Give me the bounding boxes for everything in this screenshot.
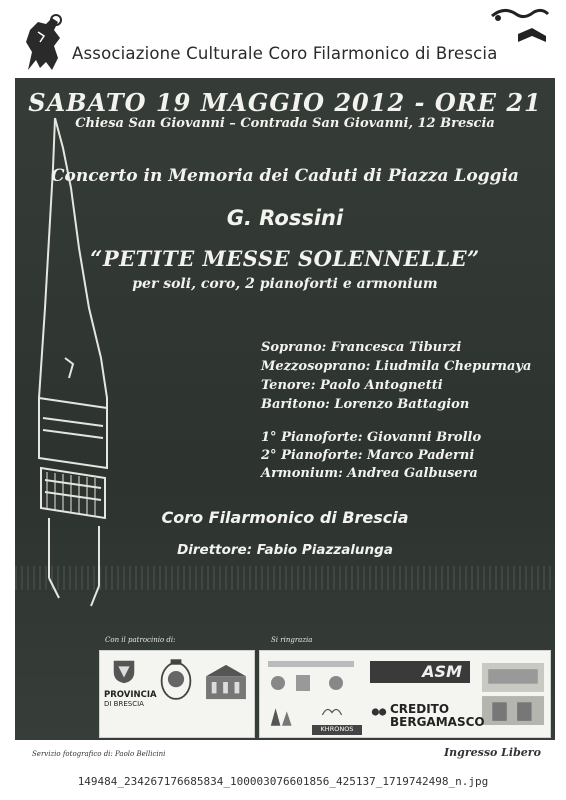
sponsors-section: [15, 626, 555, 740]
hand-logo-icon: [314, 703, 350, 721]
thanks-logos-box: [259, 650, 551, 738]
khronos-logo: KHRONOS: [312, 725, 362, 735]
performer-baritono: Baritono: Lorenzo Battagion: [261, 397, 470, 412]
wine-logo-icon: [266, 705, 298, 729]
image-filename: 149484_234267176685834_100003076601856_425137_1719742498_n.jpg: [77, 775, 489, 788]
association-title: Associazione Culturale Coro Filarmonico di Brescia: [72, 44, 498, 63]
event-date-time: SABATO 19 MAGGIO 2012 - ORE 21: [28, 88, 542, 117]
performer-mezzosoprano: Mezzosoprano: Liudmila Chepurnaya: [261, 359, 532, 374]
credito-bergamasco-mark-icon: [370, 703, 388, 721]
music-note-logo-icon: [488, 6, 552, 48]
thanks-label: Si ringrazia: [271, 636, 313, 644]
provincia-crest-icon: [110, 657, 138, 685]
patronage-label: Con il patrocinio di:: [105, 636, 176, 644]
credito-line2: BERGAMASCO: [390, 715, 485, 729]
venue-photo-icon: [482, 655, 544, 733]
composer-name: G. Rossini: [226, 206, 344, 230]
patronage-logos-box: [99, 650, 255, 738]
event-venue: Chiesa San Giovanni – Contrada San Giovanni, 12 Brescia: [75, 116, 495, 131]
performer-tenore: Tenore: Paolo Antognetti: [261, 378, 443, 393]
instrumentalist-armonium: Armonium: Andrea Galbusera: [261, 466, 478, 481]
asm-logo-text: ASM: [422, 662, 462, 681]
choir-director: Direttore: Fabio Piazzalunga: [177, 542, 393, 558]
performer-soprano: Soprano: Francesca Tiburzi: [261, 340, 462, 355]
provincia-line2: DI BRESCIA: [104, 700, 144, 708]
concert-title: Concerto in Memoria dei Caduti di Piazza Loggia: [51, 166, 519, 186]
credito-line1: CREDITO: [390, 702, 450, 716]
comune-crest-icon: [158, 657, 194, 703]
sponsor-small-logos-icon: [266, 659, 356, 699]
header: [0, 0, 566, 80]
instrumentalist-piano-1: 1° Pianoforte: Giovanni Brollo: [261, 430, 482, 445]
asm-logo: [370, 661, 470, 683]
lion-logo-icon: [18, 12, 66, 74]
photo-credit: Servizio fotografico di: Paolo Bellicini: [32, 750, 166, 758]
choir-name: Coro Filarmonico di Brescia: [161, 508, 409, 527]
instrumentalist-piano-2: 2° Pianoforte: Marco Paderni: [261, 448, 475, 463]
building-emblem-icon: [204, 663, 248, 701]
instrumentation: per soli, coro, 2 pianoforti e armonium: [132, 276, 438, 292]
work-title: “PETITE MESSE SOLENNELLE”: [90, 246, 480, 271]
provincia-line1: PROVINCIA: [104, 690, 157, 700]
admission-note: Ingresso Libero: [444, 746, 541, 759]
concert-poster: [15, 78, 555, 740]
